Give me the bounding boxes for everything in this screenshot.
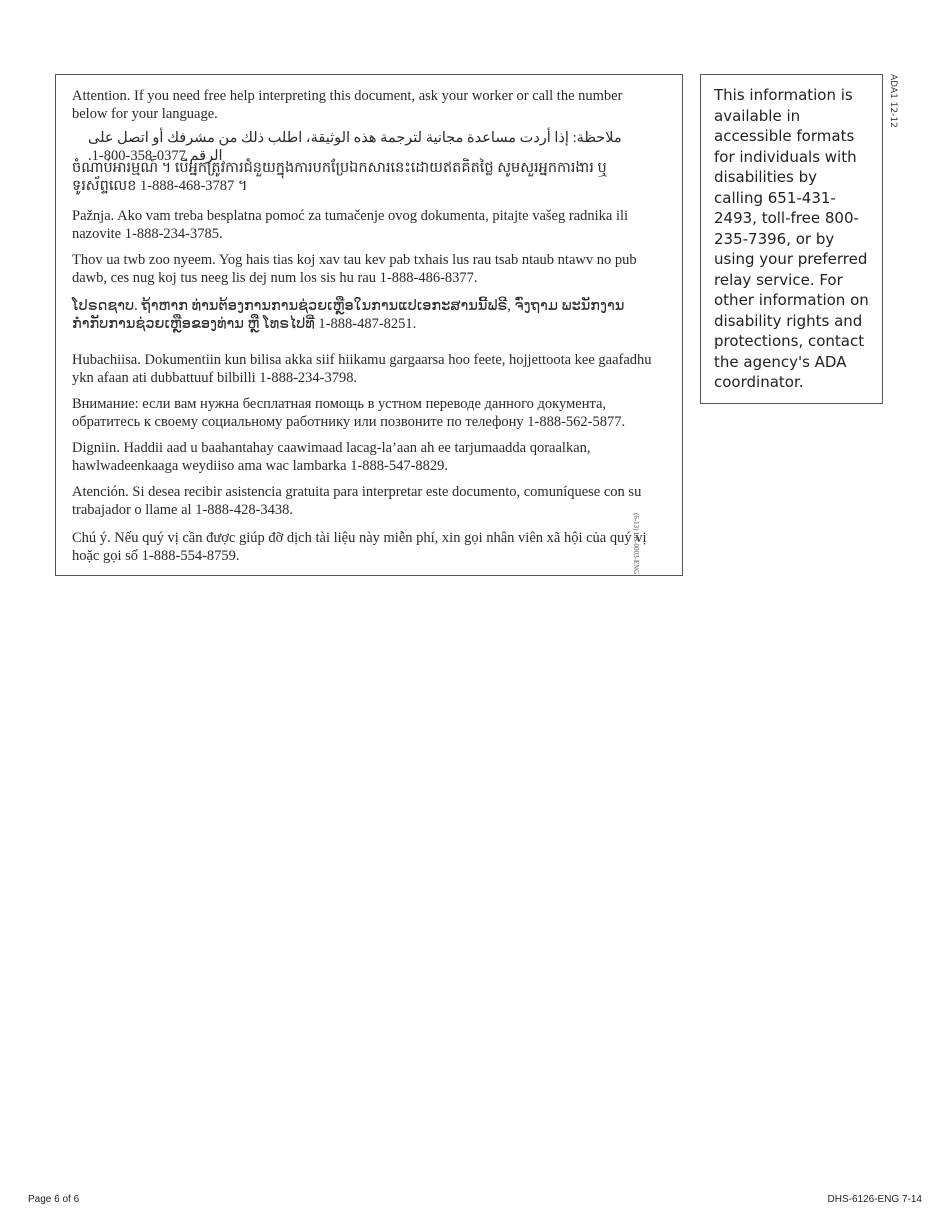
notice-vietnamese: Chú ý. Nếu quý vị cần được giúp đỡ dịch tài liệu này miễn phí, xin gọi nhân viên xã hội của quý vị hoặc gọi số 1-888-554-8759. xyxy=(72,530,647,564)
notice-lao: ໂປຣດຊາບ. ຖ້າຫາກ ທ່ານຕ້ອງການການຊ່ວຍເຫຼືອໃນການແປເອກະສານນີ້ຟຣີ, ຈົ່ງຖາມ ພະນັກງານກຳກັບການຊ່ວຍເຫຼືອຂອງທ່ານ ຫຼື ໂທຣໄປທີ່ 1-888-487-8251. xyxy=(72,298,625,332)
accessibility-note-text: This information is available in accessible formats for individuals with disabilities by calling 651-431-2493, toll-free 800-235-7396, or by using your preferred relay service. For other information on disability rights and protections, contact the agency's ADA coordinator. xyxy=(714,86,869,391)
notice-oromo: Hubachiisa. Dokumentiin kun bilisa akka siif hiikamu gargaarsa hoo feete, hojjettoota kee gaafadhu ykn afaan ati dubbattuuf bilbilli 1-888-234-3798. xyxy=(72,352,652,386)
notice-hmong: Thov ua twb zoo nyeem. Yog hais tias koj xav tau kev pab txhais lus rau tsab ntaub ntawv no pub dawb, ces nug koj tus neeg lis dej num los sis hu rau 1-888-486-8377. xyxy=(72,252,637,286)
notice-arabic: ملاحظة: إذا أردت مساعدة مجانية لترجمة هذه الوثيقة، اطلب ذلك من مشرفك أو اتصل على الرقم 0377-358-800-1. xyxy=(88,130,622,164)
language-notices-box xyxy=(55,74,683,576)
page-number: Page 6 of 6 xyxy=(28,1194,80,1205)
notice-form-code: (6-13) LB-0003-ENG xyxy=(632,513,640,575)
notice-spanish: Atención. Si desea recibir asistencia gratuita para interpretar este documento, comuníquese con su trabajador o llame al 1-888-428-3438. xyxy=(72,484,642,518)
notice-khmer: ចំណាប់អារម្មណ៍ ។ បើអ្នកត្រូវការជំនួយក្នុងការបកប្រែឯកសារនេះដោយឥតគិតថ្លៃ សូមសួរអ្នកការងារ ឬ ទូរស័ព្ទលេខ 1-888-468-3787 ។ xyxy=(72,160,607,194)
ada-code: ADA1 12-12 xyxy=(888,74,898,128)
notice-somali: Digniin. Haddii aad u baahantahay caawimaad lacag-la’aan ah ee tarjumaadda qoraalkan, hawlwadeenkaaga weydiiso ama wac lambarka 1-888-547-8829. xyxy=(72,440,591,474)
notice-english: Attention. If you need free help interpreting this document, ask your worker or call the number below for your language. xyxy=(72,88,623,122)
notice-bosnian: Pažnja. Ako vam treba besplatna pomoć za tumačenje ovog dokumenta, pitajte vašeg radnika ili nazovite 1-888-234-3785. xyxy=(72,208,629,242)
notice-russian: Внимание: если вам нужна бесплатная помощь в устном переводе данного документа, обратитесь к своему социальному работнику или позвоните по телефону 1-888-562-5877. xyxy=(72,396,626,430)
accessibility-note-box xyxy=(700,74,883,404)
form-number: DHS-6126-ENG 7-14 xyxy=(827,1194,922,1205)
